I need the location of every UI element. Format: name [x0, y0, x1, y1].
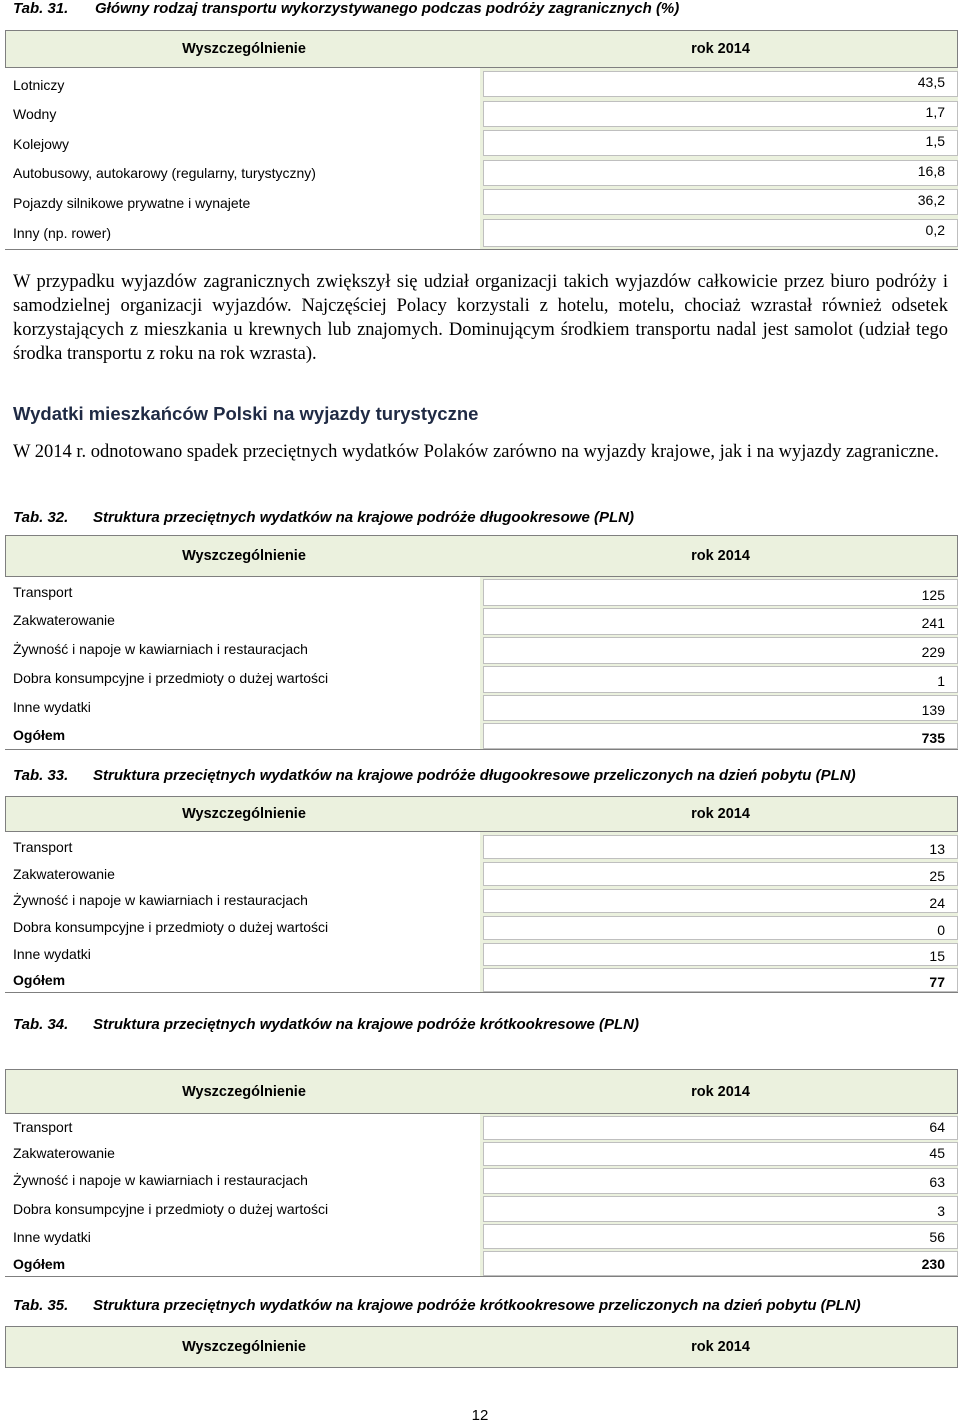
value-cell: [483, 130, 958, 156]
table-title: Struktura przeciętnych wydatków na krajowe podróże krótkookresowe przeliczonych na dzień pobytu (PLN): [93, 1297, 861, 1314]
header-col-label: Wyszczególnienie: [182, 41, 306, 57]
table-row-label-total: Ogółem: [13, 972, 66, 988]
table-row-value: 0,2: [925, 222, 945, 238]
table-row-value-total: 230: [921, 1256, 945, 1272]
table-row-value: 1,7: [925, 104, 945, 120]
value-cell: [483, 943, 958, 966]
header-col-year: rok 2014: [691, 1339, 750, 1355]
table-bottom-rule: [5, 749, 958, 750]
value-cell: [483, 1168, 958, 1194]
section-heading: Wydatki mieszkańców Polski na wyjazdy turystyczne: [13, 403, 479, 424]
table-title: Struktura przeciętnych wydatków na krajowe podróże długookresowe przeliczonych na dzień pobytu (PLN): [93, 767, 856, 784]
table-bottom-rule: [5, 992, 958, 993]
table-caption-35: [13, 1297, 861, 1314]
header-col-year: rok 2014: [691, 548, 750, 564]
table-row-value: 15: [929, 948, 945, 964]
table-row-label: Żywność i napoje w kawiarniach i restauracjach: [13, 1172, 308, 1188]
value-cell: [483, 889, 958, 913]
value-cell: [483, 862, 958, 886]
table-row-label: Zakwaterowanie: [13, 1145, 115, 1161]
value-cell: [483, 968, 958, 992]
table-title: Główny rodzaj transportu wykorzystywanego podczas podróży zagranicznych (%): [95, 0, 680, 17]
value-cell: [483, 1142, 958, 1166]
value-cell: [483, 666, 958, 693]
value-cell: [483, 1116, 958, 1140]
table-bottom-rule: [5, 1276, 958, 1277]
table-caption-33: [13, 767, 856, 784]
table-row-value: 229: [921, 644, 945, 660]
table-row-value: 43,5: [917, 74, 945, 90]
table-row-value: 25: [929, 868, 945, 884]
table-row-value: 16,8: [917, 163, 945, 179]
table-row-value: 1,5: [925, 133, 945, 149]
value-cell: [483, 608, 958, 635]
table-header-34: [5, 1069, 958, 1114]
table-row-label: Pojazdy silnikowe prywatne i wynajete: [13, 195, 251, 211]
table-row-value: 241: [921, 615, 945, 631]
table-header-33: [5, 796, 958, 832]
table-row-label-total: Ogółem: [13, 1256, 66, 1272]
table-row-value-total: 77: [929, 974, 945, 990]
table-row-label: Transport: [13, 1119, 73, 1135]
table-header-31: [5, 30, 958, 68]
value-cell: [483, 695, 958, 721]
table-row-value: 0: [937, 922, 945, 938]
table-header-35: [5, 1326, 958, 1368]
table-row-label: Inny (np. rower): [13, 225, 112, 241]
table-caption-31: [13, 0, 679, 17]
value-cell: [483, 1196, 958, 1222]
table-number: Tab. 34.: [13, 1016, 69, 1033]
table-number: Tab. 35.: [13, 1297, 69, 1314]
page-number: 12: [471, 1407, 489, 1424]
table-row-label: Żywność i napoje w kawiarniach i restauracjach: [13, 641, 308, 657]
value-cell: [483, 219, 958, 247]
table-row-value: 13: [929, 841, 945, 857]
table-row-label: Wodny: [13, 106, 57, 122]
table-row-value: 139: [921, 702, 945, 718]
table-row-label-total: Ogółem: [13, 727, 66, 743]
header-col-label: Wyszczególnienie: [182, 548, 306, 564]
body-paragraph: W 2014 r. odnotowano spadek przeciętnych wydatków Polaków zarówno na wyjazdy krajowe, jak i na wyjazdy zagraniczne.: [13, 442, 939, 462]
table-row-value: 3: [937, 1203, 945, 1219]
header-col-label: Wyszczególnienie: [182, 806, 306, 822]
table-title: Struktura przeciętnych wydatków na krajowe podróże krótkookresowe (PLN): [93, 1016, 639, 1033]
value-cell: [483, 1251, 958, 1276]
header-col-label: Wyszczególnienie: [182, 1083, 306, 1100]
table-row-label: Transport: [13, 584, 73, 600]
table-header-32: [5, 535, 958, 577]
table-row-label: Dobra konsumpcyjne i przedmioty o dużej wartości: [13, 919, 329, 935]
header-col-year: rok 2014: [691, 1083, 750, 1100]
table-caption-34: [13, 1016, 639, 1033]
value-cell: [483, 101, 958, 127]
value-cell: [483, 71, 958, 97]
table-caption-32: [13, 509, 634, 526]
table-row-label: Dobra konsumpcyjne i przedmioty o dużej wartości: [13, 1201, 329, 1217]
table-row-label: Transport: [13, 839, 73, 855]
table-row-label: Żywność i napoje w kawiarniach i restauracjach: [13, 892, 308, 908]
table-row-label: Kolejowy: [13, 136, 70, 152]
value-cell: [483, 723, 958, 749]
table-row-value-total: 735: [921, 730, 945, 746]
body-paragraph: W przypadku wyjazdów zagranicznych zwiększył się udział organizacji takich wyjazdów całkowicie przez biuro podróży i samodzielnej organizacji wyjazdów. Najczęściej Polacy korzystali z hotelu, motelu, chociaż wzrastał również odsetek korzystających z mieszkania u krewnych lub znajomych. Dominującym środkiem transportu nadal jest samolot (udział tego środka transportu z roku na rok wzrasta).: [13, 272, 948, 364]
value-cell: [483, 916, 958, 940]
table-row-label: Inne wydatki: [13, 946, 91, 962]
table-row-label: Inne wydatki: [13, 1229, 91, 1245]
table-row-value: 1: [937, 673, 945, 689]
table-row-label: Zakwaterowanie: [13, 866, 115, 882]
header-col-label: Wyszczególnienie: [182, 1339, 306, 1355]
table-bottom-rule: [5, 249, 958, 250]
table-row-label: Zakwaterowanie: [13, 612, 115, 628]
header-col-year: rok 2014: [691, 806, 750, 822]
value-cell: [483, 835, 958, 859]
table-row-value: 36,2: [917, 192, 945, 208]
table-number: Tab. 33.: [13, 767, 69, 784]
value-cell: [483, 637, 958, 664]
table-row-label: Inne wydatki: [13, 699, 91, 715]
table-title: Struktura przeciętnych wydatków na krajowe podróże długookresowe (PLN): [93, 509, 634, 526]
table-row-label: Autobusowy, autokarowy (regularny, turystyczny): [13, 165, 316, 181]
value-cell: [483, 1224, 958, 1249]
value-cell: [483, 160, 958, 186]
table-number: Tab. 31.: [13, 0, 69, 17]
value-cell: [483, 579, 958, 606]
table-row-value: 45: [929, 1145, 945, 1161]
table-row-value: 24: [929, 895, 945, 911]
value-cell: [483, 189, 958, 215]
header-col-year: rok 2014: [691, 41, 750, 57]
table-row-value: 64: [929, 1119, 945, 1135]
table-row-value: 63: [929, 1174, 945, 1190]
table-row-value: 125: [921, 587, 945, 603]
table-row-label: Lotniczy: [13, 77, 65, 93]
table-row-value: 56: [929, 1229, 945, 1245]
table-row-label: Dobra konsumpcyjne i przedmioty o dużej wartości: [13, 670, 329, 686]
table-number: Tab. 32.: [13, 509, 69, 526]
